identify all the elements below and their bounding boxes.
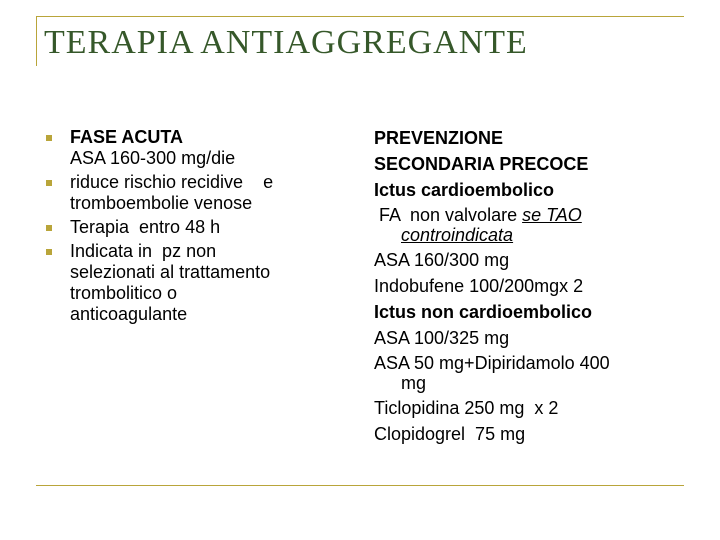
fa-non-valvolare-item — [374, 205, 684, 245]
square-bullet-icon — [46, 135, 52, 141]
secondaria-precoce-heading: SECONDARIA PRECOCE — [374, 154, 589, 174]
bullet-indicata — [44, 241, 334, 325]
controindicata-text: controindicata — [401, 225, 514, 245]
right-column — [374, 127, 684, 449]
indobufene: Indobufene 100/200mgx 2 — [374, 276, 584, 296]
bullet-fase-acuta — [44, 127, 334, 169]
ictus-cardioembolico-heading: Ictus cardioembolico — [374, 180, 555, 200]
asa-dipiridamolo-line2: mg — [401, 373, 427, 393]
asa-dipiridamolo-item — [374, 353, 684, 393]
bottom-rule — [36, 485, 684, 486]
square-bullet-icon — [46, 249, 52, 255]
square-bullet-icon — [46, 225, 52, 231]
asa-dipiridamolo-line1: ASA 50 mg+Dipiridamolo 400 — [374, 353, 610, 373]
se-tao-text: se TAO — [522, 205, 582, 225]
indicata-line1: Indicata in pz non — [70, 241, 217, 261]
ictus-non-cardioembolico-heading: Ictus non cardioembolico — [374, 302, 593, 322]
clopidogrel: Clopidogrel 75 mg — [374, 424, 526, 444]
left-column — [44, 127, 334, 328]
asa-100-325: ASA 100/325 mg — [374, 328, 510, 348]
left-rule — [36, 16, 37, 66]
indicata-line3: trombolitico o — [70, 283, 178, 303]
fase-acuta-dose: ASA 160-300 mg/die — [70, 148, 236, 168]
terapia-text: Terapia entro 48 h — [70, 217, 221, 237]
fa-prefix: FA non valvolare — [374, 205, 523, 225]
ticlopidina: Ticlopidina 250 mg x 2 — [374, 398, 559, 418]
bullet-terapia — [44, 217, 334, 238]
fase-acuta-heading: FASE ACUTA — [70, 127, 184, 147]
asa-160-300: ASA 160/300 mg — [374, 250, 510, 270]
slide-title: TERAPIA ANTIAGGREGANTE — [44, 24, 528, 61]
riduce-rischio-line1: riduce rischio recidive e — [70, 172, 274, 192]
bullet-riduce-rischio — [44, 172, 334, 214]
prevenzione-heading: PREVENZIONE — [374, 128, 504, 148]
top-rule — [36, 16, 684, 17]
indicata-line2: selezionati al trattamento — [70, 262, 271, 282]
square-bullet-icon — [46, 180, 52, 186]
riduce-rischio-line2: tromboembolie venose — [70, 193, 253, 213]
indicata-line4: anticoagulante — [70, 304, 188, 324]
